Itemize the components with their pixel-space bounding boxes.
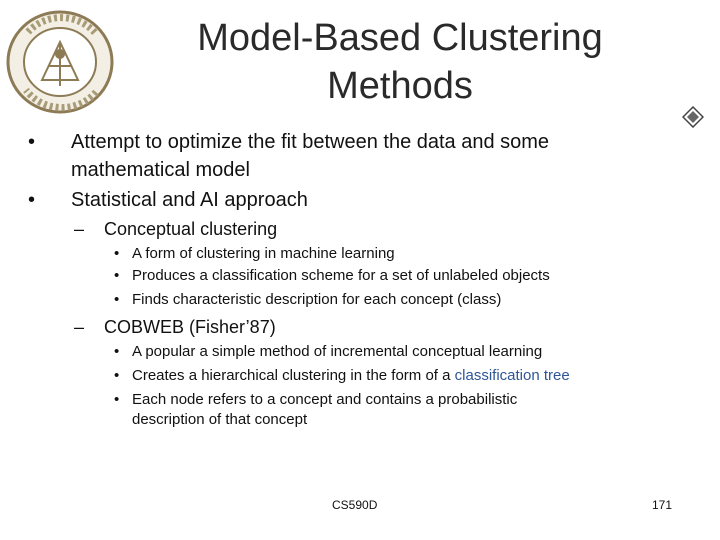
university-seal-icon	[4, 8, 116, 116]
dash-marker: –	[74, 317, 85, 337]
sub-sub-bullet-text: Produces a classification scheme for a set of unlabeled objects	[132, 267, 550, 284]
sub-sub-bullet-text: A popular a simple method of incremental conceptual learning	[132, 343, 543, 360]
bullet-marker: •	[114, 391, 120, 408]
classification-tree-link[interactable]: classification tree	[454, 367, 570, 384]
title-line: Model-Based Clustering	[197, 17, 603, 59]
sub-sub-bullet-text: Each node refers to a concept and contains a probabilistic	[132, 391, 518, 408]
bullet-marker: •	[28, 189, 36, 211]
sub-sub-bullet-text: Finds characteristic description for each concept (class)	[132, 291, 502, 308]
bullet-marker: •	[114, 343, 120, 360]
sub-sub-bullet-text-part: Creates a hierarchical clustering in the form of a	[132, 367, 455, 384]
dash-marker: –	[74, 219, 85, 239]
sub-bullet-text: Conceptual clustering	[104, 219, 278, 239]
sub-sub-bullet-text	[132, 366, 570, 386]
title-line: Methods	[327, 65, 473, 107]
sub-bullet-text: COBWEB (Fisher’87)	[104, 317, 276, 337]
bullet-marker: •	[114, 291, 120, 308]
bullet-marker: •	[28, 131, 36, 153]
bullet-text: Attempt to optimize the fit between the data and some	[71, 131, 550, 153]
bullet-marker: •	[114, 245, 120, 262]
footer-course: CS590D	[332, 498, 378, 512]
bullet-marker: •	[114, 267, 120, 284]
bullet-text: mathematical model	[71, 159, 250, 181]
footer-page-number: 171	[652, 498, 673, 512]
diamond-ornament-icon	[682, 106, 704, 128]
bullet-marker: •	[114, 367, 120, 384]
sub-sub-bullet-text: description of that concept	[132, 411, 308, 428]
slide-title	[120, 14, 680, 110]
bullet-text: Statistical and AI approach	[71, 189, 308, 211]
sub-sub-bullet-text: A form of clustering in machine learning	[132, 245, 395, 262]
